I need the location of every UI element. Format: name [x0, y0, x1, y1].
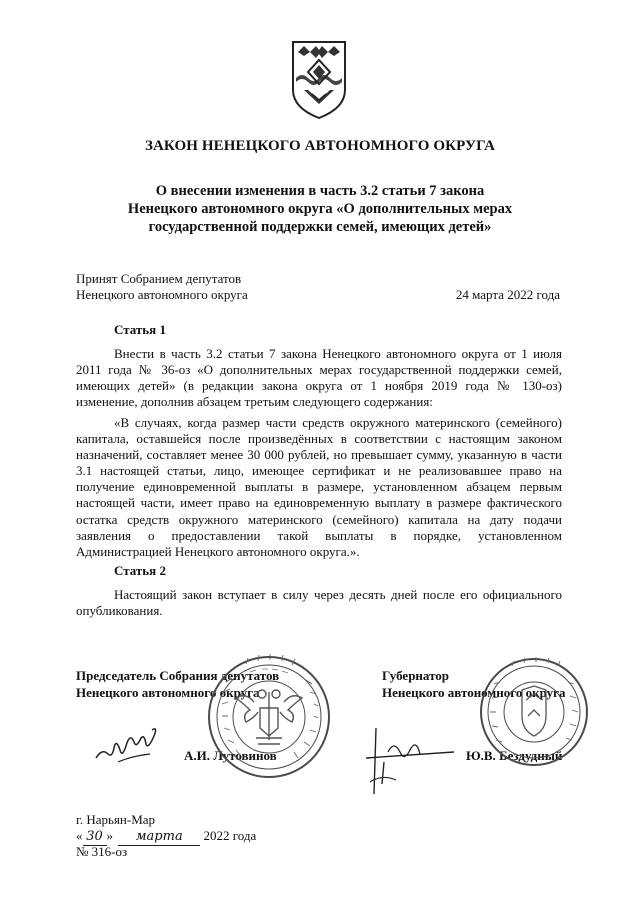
adopted-by [76, 271, 248, 303]
article-2-title: Статья 2 [114, 563, 166, 578]
governor-signature [362, 722, 458, 802]
signing-place: г. Нарьян-Мар [76, 812, 156, 827]
date-year: 2022 года [203, 828, 257, 843]
adopted-line: Принят Собранием депутатов [76, 271, 242, 286]
law-title: ЗАКОН НЕНЕЦКОГО АВТОНОМНОГО ОКРУГА [144, 138, 496, 154]
law-subject [80, 182, 560, 236]
coat-of-arms-emblem [290, 38, 348, 120]
official-seal-stamp [206, 652, 332, 782]
date-day-handwritten: 30 [83, 829, 107, 846]
date-open-quote: « [76, 828, 83, 843]
chairman-name: А.И. Лутовинов [184, 748, 277, 763]
governor-seal-stamp [478, 654, 590, 770]
governor-title-line: Ненецкого автономного округа [382, 684, 566, 700]
chairman-title-line: Ненецкого автономного округа [76, 684, 260, 700]
governor-name: Ю.В. Бездудный [466, 748, 563, 763]
subject-line: государственной поддержки семей, имеющих детей» [148, 219, 492, 235]
adopted-line: Ненецкого автономного округа [76, 287, 248, 302]
subject-line: Ненецкого автономного округа «О дополнительных мерах [127, 201, 513, 217]
chairman-signature [92, 718, 164, 770]
article-1-paragraph-2: «В случаях, когда размер части средств окружного материнского (семейного) капитала, оставшейся после произведённых в соответствии с настоящим законом назначений, составляет менее 30 000 рублей, но превышает сумму, указанную в части 3.1 настоящей статьи, лицо, имеющее сертификат и не реализовавшее право на получение единовременной выплаты в размере, установленном абзацем первым настоящей части, имеет право на единовременную выплату в размере фактического остатка средств окружного материнского (семейного) капитала на дату подачи заявления о предоставлении такой выплаты в порядке, установленном Администрацией Ненецкого автономного округа.». [76, 415, 562, 559]
chairman-title-line: Председатель Собрания депутатов [76, 668, 280, 683]
article-1-paragraph-1: Внести в часть 3.2 статьи 7 закона Ненецкого автономного округа от 1 июля 2011 года № 36-оз «О дополнительных мерах государственной поддержки семей, имеющих детей» (в редакции закона округа от 1 ноября 2019 года № 130-оз) изменение, дополнив абзацем третьим следующего содержания: [76, 346, 562, 410]
article-1-title: Статья 1 [114, 322, 166, 337]
governor-title-line: Губернатор [382, 668, 450, 683]
date-month-handwritten: марта [118, 829, 200, 846]
article-2-paragraph-1: Настоящий закон вступает в силу через десять дней после его официального опубликования. [76, 587, 562, 619]
adopted-date: 24 марта 2022 года [455, 287, 560, 302]
date-close-quote: » [106, 828, 113, 843]
law-number: № 316-оз [76, 844, 128, 859]
subject-line: О внесении изменения в часть 3.2 статьи 7 закона [155, 183, 485, 199]
